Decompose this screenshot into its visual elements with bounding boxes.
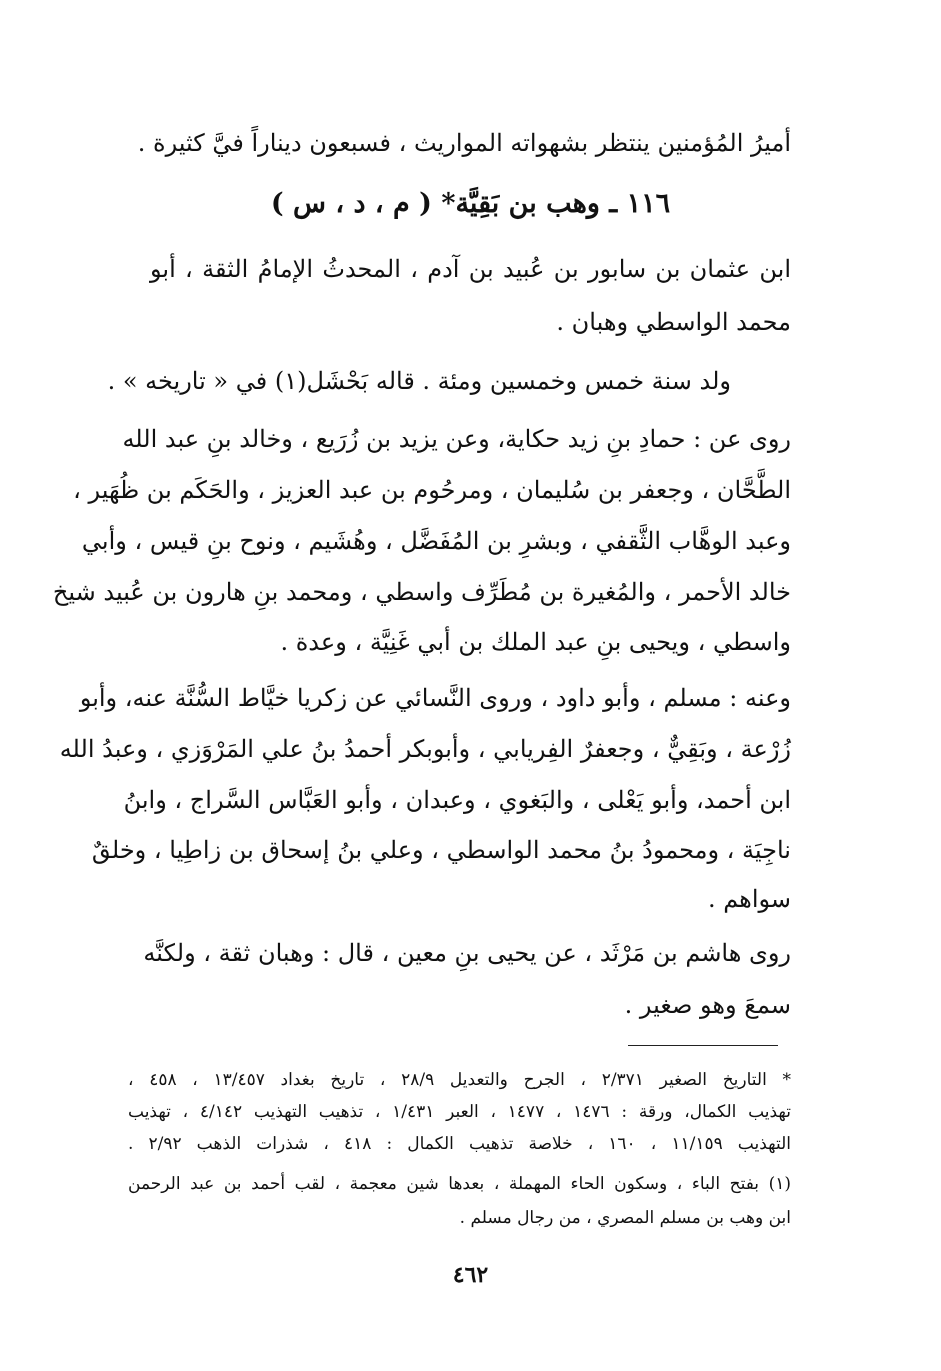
text-line: محمد الواسطي وهبان . <box>556 308 791 336</box>
text-line: زُرْعة ، وبَقِيٌّ ، وجعفرٌ الفِريابي ، وأبوبكر أحمدُ بنُ علي المَرْوَزي ، وعبدُ الله <box>59 735 791 763</box>
text-line: وعبد الوهَّاب الثَّقفي ، وبشرِ بن المُفَضَّل ، وهُشَيم ، ونوح بنِ قيس ، وأبي <box>81 527 791 555</box>
text-line: روى عن : حمادِ بنِ زيد حكاية، وعن يزيد بن زُرَيع ، وخالد بنِ عبد الله <box>122 425 791 453</box>
footnote-line: * التاريخ الصغير ٢/٣٧١ ، الجرح والتعديل ٢٨/٩ ، تاريخ بغداد ١٣/٤٥٧ ، ٤٥٨ ، <box>128 1070 792 1090</box>
footnote-line: ابن وهب بن مسلم المصري ، من رجال مسلم . <box>459 1208 791 1228</box>
text-line: واسطي ، ويحيى بنِ عبد الملك بن أبي غَنِيَّة ، وعدة . <box>280 628 791 656</box>
footnote-line: تهذيب الكمال، ورقة : ١٤٧٦ ، ١٤٧٧ ، العبر ١/٤٣١ ، تذهيب التهذيب ٤/١٤٢ ، تهذيب <box>128 1102 791 1122</box>
text-line: الطَّحَّان ، وجعفر بن سُليمان ، ومرحُوم بن عبد العزيز ، والحَكَم بن ظُهَير ، <box>73 476 791 504</box>
text-line: ابن أحمد، وأبو يَعْلى ، والبَغوي ، وعبدان ، وأبو العَبَّاس السَّراج ، وابنُ <box>123 786 791 814</box>
text-line: سمعَ وهو صغير . <box>624 991 791 1019</box>
text-line: وعنه : مسلم ، وأبو داود ، وروى النَّسائي عن زكريا خيَّاط السُّنَّة عنه، وأبو <box>79 684 791 712</box>
text-line: سواهم . <box>707 885 791 913</box>
text-line: روى هاشم بن مَرْثَد ، عن يحيى بنِ معين ، قال : وهبان ثقة ، ولكنَّه <box>143 939 791 967</box>
footnote-divider <box>628 1045 778 1046</box>
text-line: خالد الأحمر ، والمُغيرة بن مُطَرِّف واسطي ، ومحمد بنِ هارون بن عُبيد شيخ <box>52 578 791 606</box>
text-line: ناجِيَة ، ومحمودُ بنُ محمد الواسطي ، وعلي بنُ إسحاق بن زاطِيا ، وخلقٌ <box>91 836 791 864</box>
footnote-line: (١) بفتح الباء ، وسكون الحاء المهملة ، بعدها شين معجمة ، لقب أحمد بن عبد الرحمن <box>128 1174 791 1194</box>
text-line: ولد سنة خمس وخمسين ومئة . قاله بَحْشَل(١) في « تاريخه » . <box>107 367 731 395</box>
page-number: ٤٦٢ <box>452 1262 489 1288</box>
text-line: ابن عثمان بن سابور بن عُبيد بن آدم ، المحدثُ الإمامُ الثقة ، أبو <box>150 255 791 283</box>
entry-heading: ١١٦ ـ وهب بن بَقِيَّة* ( م ، د ، س ) <box>270 188 671 219</box>
footnote-line: التهذيب ١١/١٥٩ ، ١٦٠ ، خلاصة تذهيب الكمال : ٤١٨ ، شذرات الذهب ٢/٩٢ . <box>128 1134 792 1154</box>
continuation-line: أميرُ المُؤمنين ينتظر بشهواته المواريث ، فسبعون ديناراً فيَّ كثيرة . <box>137 129 791 157</box>
